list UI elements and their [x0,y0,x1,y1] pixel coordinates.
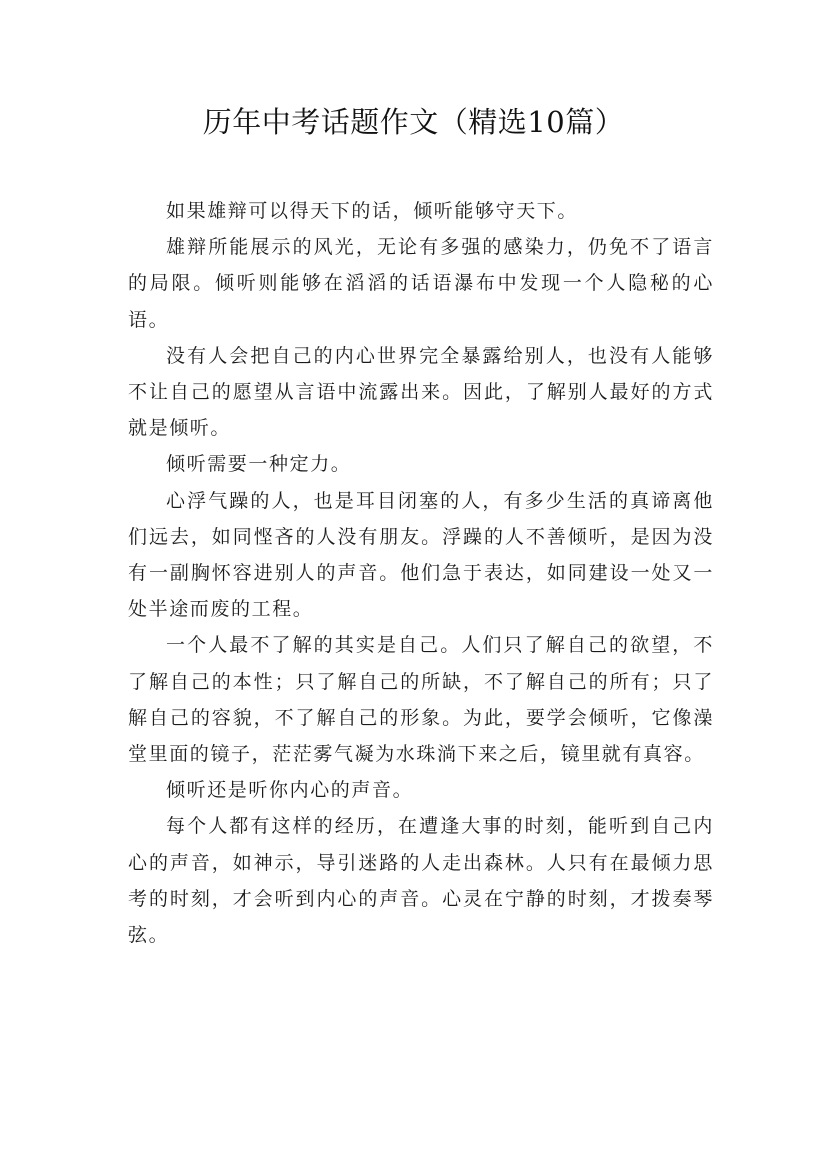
paragraph-3: 没有人会把自己的内心世界完全暴露给别人，也没有人能够不让自己的愿望从言语中流露出来。因此，了解别人最好的方式就是倾听。 [128,344,714,440]
paragraph-1: 如果雄辩可以得天下的话，倾听能够守天下。 [166,200,579,222]
paragraph-2: 雄辩所能展示的风光，无论有多强的感染力，仍免不了语言的局限。倾听则能够在滔滔的话语瀑布中发现一个人隐秘的心语。 [128,236,714,331]
paragraph-7: 倾听还是听你内心的声音。 [166,779,414,802]
article-body [128,193,714,953]
paragraph-5: 心浮气躁的人，也是耳目闭塞的人，有多少生活的真谛离他们远去，如同悭吝的人没有朋友。浮躁的人不善倾听，是因为没有一副胸怀容进别人的声音。他们急于表达，如同建设一处又一处半途而废的工程。 [128,489,714,621]
paragraph-8: 每个人都有这样的经历，在遭逢大事的时刻，能听到自己内心的声音，如神示，导引迷路的人走出森林。人只有在最倾力思考的时刻，才会听到内心的声音。心灵在宁静的时刻，才拨奏琴弦。 [128,815,714,947]
document-title: 历年中考话题作文（精选10篇） [202,105,625,139]
paragraph-6: 一个人最不了解的其实是自己。人们只了解自己的欲望，不了解自己的本性；只了解自己的所缺，不了解自己的所有；只了解自己的容貌，不了解自己的形象。为此，要学会倾听，它像澡堂里面的镜子，茫茫雾气凝为水珠淌下来之后，镜里就有真容。 [128,634,714,766]
paragraph-4: 倾听需要一种定力。 [166,453,352,476]
